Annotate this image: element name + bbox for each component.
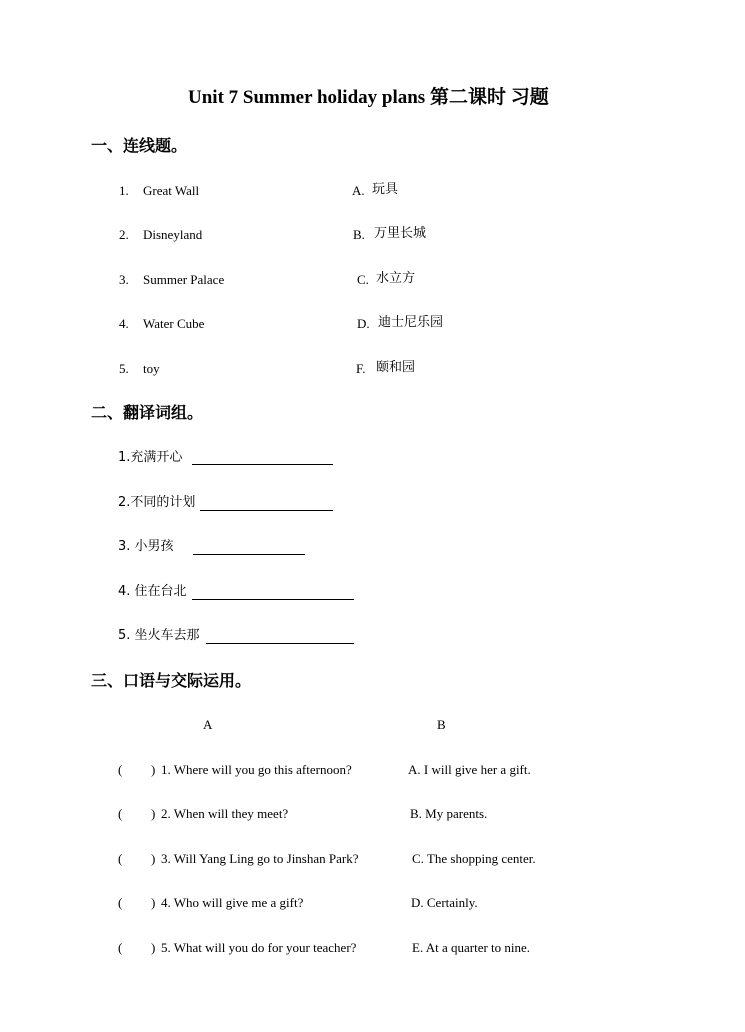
answer-paren-close: ) (151, 762, 156, 777)
match-left-num: 1. (119, 183, 129, 198)
answer-paren-close: ) (151, 895, 156, 910)
match-right-letter: B. (353, 227, 365, 242)
dialogue-answer: E. At a quarter to nine. (412, 940, 531, 955)
answer-blank[interactable] (193, 554, 305, 555)
match-right-item: 水立方 (376, 271, 416, 286)
match-left-num: 2. (119, 227, 129, 242)
answer-paren-close: ) (151, 940, 156, 955)
dialogue-question: 5. What will you do for your teacher? (161, 940, 357, 955)
answer-paren-open: ( (118, 895, 123, 910)
worksheet-title: Unit 7 Summer holiday plans 第二课时 习题 (188, 87, 549, 108)
dialogue-question: 2. When will they meet? (161, 806, 289, 821)
translation-item: 2.不同的计划 (118, 495, 196, 510)
answer-paren-open: ( (118, 851, 123, 866)
translation-item: 1.充满开心 (118, 450, 183, 465)
dialogue-question: 4. Who will give me a gift? (161, 895, 304, 910)
section-1-heading: 一、连线题。 (91, 136, 188, 155)
column-a-label: A (203, 717, 213, 732)
match-left-item: Great Wall (143, 183, 200, 198)
match-right-item: 颐和园 (376, 360, 416, 375)
dialogue-question: 3. Will Yang Ling go to Jinshan Park? (161, 851, 359, 866)
section-2-heading: 二、翻译词组。 (91, 403, 204, 422)
answer-paren-close: ) (151, 851, 156, 866)
answer-blank[interactable] (200, 510, 333, 511)
column-b-label: B (437, 717, 446, 732)
answer-blank[interactable] (192, 464, 333, 465)
match-left-item: toy (143, 361, 160, 376)
match-left-item: Summer Palace (143, 272, 225, 287)
answer-blank[interactable] (192, 599, 354, 600)
dialogue-answer: A. I will give her a gift. (408, 762, 531, 777)
match-left-num: 3. (119, 272, 129, 287)
match-left-item: Water Cube (143, 316, 205, 331)
match-left-item: Disneyland (143, 227, 203, 242)
match-right-item: 万里长城 (374, 226, 427, 241)
match-right-letter: F. (356, 361, 366, 376)
match-right-item: 迪士尼乐园 (378, 315, 444, 330)
dialogue-answer: D. Certainly. (411, 895, 478, 910)
answer-paren-open: ( (118, 806, 123, 821)
answer-blank[interactable] (206, 643, 354, 644)
translation-item: 3. 小男孩 (118, 539, 174, 554)
answer-paren-open: ( (118, 940, 123, 955)
match-right-letter: C. (357, 272, 369, 287)
match-right-letter: D. (357, 316, 370, 331)
translation-item: 5. 坐火车去那 (118, 628, 200, 643)
match-left-num: 5. (119, 361, 129, 376)
dialogue-question: 1. Where will you go this afternoon? (161, 762, 352, 777)
section-3-heading: 三、口语与交际运用。 (91, 671, 252, 690)
dialogue-answer: C. The shopping center. (412, 851, 536, 866)
match-left-num: 4. (119, 316, 129, 331)
match-right-item: 玩具 (372, 182, 399, 197)
translation-item: 4. 住在台北 (118, 584, 187, 599)
dialogue-answer: B. My parents. (410, 806, 488, 821)
answer-paren-close: ) (151, 806, 156, 821)
match-right-letter: A. (352, 183, 365, 198)
answer-paren-open: ( (118, 762, 123, 777)
